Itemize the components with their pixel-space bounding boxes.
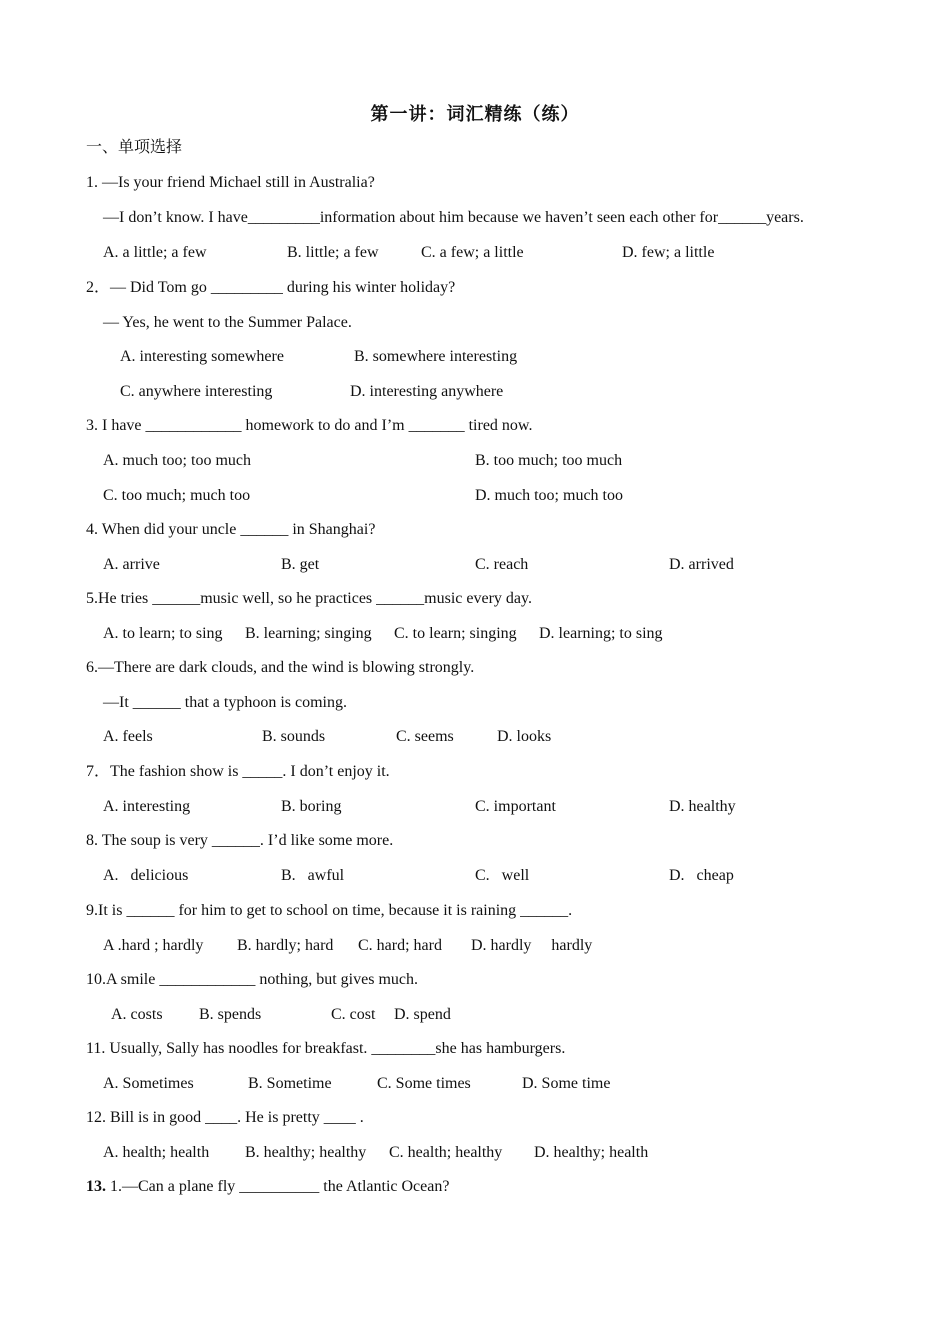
q6-option-a: A. feels xyxy=(103,728,153,745)
q6-option-c: C. seems xyxy=(396,728,454,745)
q12-option-b: B. healthy; healthy xyxy=(245,1144,367,1161)
q7-stem: 7．The fashion show is _____. I don’t enjoy it. xyxy=(86,763,390,780)
q11-option-d: D. Some time xyxy=(522,1075,611,1092)
q3-stem: 3. I have ____________ homework to do and I’m _______ tired now. xyxy=(86,417,533,434)
q11-option-a: A. Sometimes xyxy=(103,1075,194,1092)
q6-line2: —It ______ that a typhoon is coming. xyxy=(103,694,347,711)
q7-option-d: D. healthy xyxy=(669,798,736,815)
q2-option-d: D. interesting anywhere xyxy=(350,383,504,400)
q3-option-d: D. much too; much too xyxy=(475,487,623,504)
q4-stem: 4. When did your uncle ______ in Shanghai? xyxy=(86,521,376,538)
q9-option-b: B. hardly; hard xyxy=(237,937,334,954)
q5-option-b: B. learning; singing xyxy=(245,625,372,642)
q8-option-a: A. delicious xyxy=(103,867,189,884)
q3-option-c: C. too much; much too xyxy=(103,487,251,504)
q12-stem: 12. Bill is in good ____. He is pretty ____ . xyxy=(86,1109,364,1126)
q9-option-d: D. hardly hardly xyxy=(471,937,593,954)
q5-stem: 5.He tries ______music well, so he practices ______music every day. xyxy=(86,590,532,607)
q2-option-c: C. anywhere interesting xyxy=(120,383,273,400)
q7-option-a: A. interesting xyxy=(103,798,191,815)
q2-option-b: B. somewhere interesting xyxy=(354,348,518,365)
q4-option-b: B. get xyxy=(281,556,320,573)
q1-option-a: A. a little; a few xyxy=(103,244,207,261)
q9-option-c: C. hard; hard xyxy=(358,937,442,954)
q9-option-a: A .hard ; hardly xyxy=(103,937,204,954)
q5-option-d: D. learning; to sing xyxy=(539,625,663,642)
q3-option-a: A. much too; too much xyxy=(103,452,251,469)
q13-number: 13. xyxy=(86,1178,106,1195)
q9-stem: 9.It is ______ for him to get to school on time, because it is raining ______. xyxy=(86,902,573,919)
q5-option-a: A. to learn; to sing xyxy=(103,625,223,642)
q1-option-c: C. a few; a little xyxy=(421,244,524,261)
q11-option-b: B. Sometime xyxy=(248,1075,332,1092)
q11-stem: 11. Usually, Sally has noodles for breakfast. ________she has hamburgers. xyxy=(86,1040,566,1057)
q2-stem: 2．— Did Tom go _________ during his winter holiday? xyxy=(86,279,456,296)
q12-option-c: C. health; healthy xyxy=(389,1144,503,1161)
q6-stem: 6.—There are dark clouds, and the wind is blowing strongly. xyxy=(86,659,475,676)
q2-option-a: A. interesting somewhere xyxy=(120,348,284,365)
q13-stem: 1.—Can a plane fly __________ the Atlantic Ocean? xyxy=(106,1178,450,1195)
q10-option-a: A. costs xyxy=(111,1006,163,1023)
q8-option-d: D. cheap xyxy=(669,867,734,884)
q10-option-c: C. cost xyxy=(331,1006,376,1023)
q3-option-b: B. too much; too much xyxy=(475,452,623,469)
q8-option-c: C. well xyxy=(475,867,530,884)
page-title: 第一讲：词汇精练（练） xyxy=(370,104,580,124)
q1-line2: —I don’t know. I have_________information about him because we haven’t seen each other for______years. xyxy=(103,209,804,226)
q1-option-b: B. little; a few xyxy=(287,244,379,261)
q8-option-b: B. awful xyxy=(281,867,345,884)
q12-option-d: D. healthy; health xyxy=(534,1144,649,1161)
q4-option-a: A. arrive xyxy=(103,556,160,573)
q10-option-d: D. spend xyxy=(394,1006,451,1023)
q4-option-c: C. reach xyxy=(475,556,529,573)
q13-stem-line xyxy=(86,1177,449,1197)
q6-option-d: D. looks xyxy=(497,728,552,745)
q7-option-b: B. boring xyxy=(281,798,342,815)
q2-line2: — Yes, he went to the Summer Palace. xyxy=(103,314,352,331)
q10-stem: 10.A smile ____________ nothing, but gives much. xyxy=(86,971,418,988)
section-heading: 一、单项选择 xyxy=(86,139,183,156)
q7-option-c: C. important xyxy=(475,798,556,815)
q1-option-d: D. few; a little xyxy=(622,244,715,261)
q12-option-a: A. health; health xyxy=(103,1144,210,1161)
q11-option-c: C. Some times xyxy=(377,1075,471,1092)
q5-option-c: C. to learn; singing xyxy=(394,625,517,642)
q4-option-d: D. arrived xyxy=(669,556,734,573)
q6-option-b: B. sounds xyxy=(262,728,326,745)
q10-option-b: B. spends xyxy=(199,1006,262,1023)
q8-stem: 8. The soup is very ______. I’d like some more. xyxy=(86,832,394,849)
q1-stem: 1. —Is your friend Michael still in Australia? xyxy=(86,174,375,191)
